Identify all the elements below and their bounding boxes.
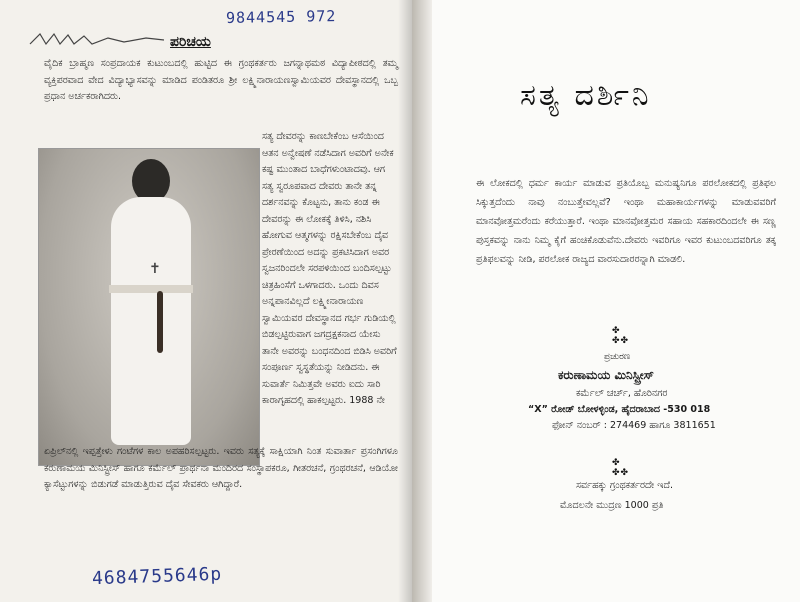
- portrait-photo: [38, 148, 260, 466]
- address-line-2: “X” ರೋಡ್ ಬೋಳಳ್ಳಿಂಡ, ಹೈದರಾಬಾದ -530 018: [528, 404, 711, 415]
- book-title: ಸತ್ಯ ದರ್ಶಿನಿ: [520, 78, 652, 113]
- publisher-name: ಕರುಣಾಮಯ ಮಿನಿಸ್ಟ್ರೀಸ್: [558, 368, 654, 382]
- phone-line: ಫೋನ್ ನಂಬರ್ : 274469 ಹಾಗೂ 3811651: [552, 420, 716, 431]
- book-gutter: [412, 0, 432, 602]
- publisher-label: ಪ್ರಚುರಣ: [604, 352, 631, 362]
- asterisk-ornament-icon: ✤ ✤✤: [612, 326, 630, 346]
- cross-icon: ✝: [149, 261, 161, 277]
- side-paragraph: ಸತ್ಯ ದೇವರನ್ನು ಕಾಣಬೇಕೆಂಬ ಆಸೆಯಿಂದ ಆತನ ಅನ್ವೇಷಣೆ ನಡೆಸಿದಾಗ ಅವರಿಗೆ ಅನೇಕ ಕಷ್ಟ ಮುಂತಾದ ಬಾಧೆಗಳುಂಟಾದವು. ಆಗ ಸತ್ಯ ಸ್ವರೂಪವಾದ ದೇವರು ತಾನೇ ತನ್ನ ದರ್ಶನವನ್ನು ಕೊಟ್ಟನು, ತಾನು ಕಂಡ ಈ ದೇವರನ್ನು ಈ ಲೋಕಕ್ಕೆ ತಿಳಿಸಿ, ನಶಿಸಿ ಹೋಗುವ ಆತ್ಮಗಳನ್ನು ರಕ್ಷಿಸಬೇಕೆಂಬ ದೈವ ಪ್ರೇರಣೆಯಿಂದ ಅದನ್ನು ಪ್ರಕಟಿಸಿದಾಗ ಅವರ ಸ್ವಜನರಿಂದಲೇ ಸರಪಳಿಯಿಂದ ಬಂದಿಸಲ್ಪಟ್ಟು ಚಿತ್ರಹಿಂಸೆಗೆ ಒಳಗಾದರು. ಒಂದು ದಿವಸ ಅನ್ನಪಾನವಿಲ್ಲದೆ ಲಕ್ಷ್ಮೀನಾರಾಯಣ ಸ್ವಾಮಿಯವರ ದೇವಸ್ಥಾನದ ಗರ್ಭ ಗುಡಿಯಲ್ಲಿ ಬಿಡಲ್ಪಟ್ಟಿರುವಾಗ ಜಗದ್ರಕ್ಷಕನಾದ ಯೇಸು ತಾನೇ ಅವರನ್ನು ಬಂಧನದಿಂದ ಬಿಡಿಸಿ ಅವರಿಗೆ ಸಂಪೂರ್ಣ ಸ್ವಸ್ಥತೆಯನ್ನು ನೀಡಿದನು. ಈ ಸುವಾರ್ತೆ ನಿಮಿತ್ತವೇ ಅವರು ಐದು ಸಾರಿ ಕಾರಾಗೃಹದಲ್ಲಿ ಹಾಕಲ್ಪಟ್ಟರು. 1988 ನೇ: [262, 131, 397, 406]
- handwritten-number-bottom: 4684755646p: [91, 563, 223, 590]
- portrait-belt: [109, 285, 193, 293]
- portrait-robe: [111, 197, 191, 445]
- edition-notice: ಮೊದಲನೇ ಮುದ್ರಣ 1000 ಪ್ರತಿ: [560, 500, 664, 511]
- rights-notice: ಸರ್ವಹಕ್ಕು ಗ್ರಂಥಕರ್ತರದೇ ಇದೆ.: [576, 480, 673, 491]
- intro-paragraph: ವೈದಿಕ ಬ್ರಾಹ್ಮಣ ಸಂಪ್ರದಾಯಕ ಕುಟುಂಬದಲ್ಲಿ ಹುಟ್ಟಿದ ಈ ಗ್ರಂಥಕರ್ತರು ಜಗನ್ನಾಥಮಠ ವಿದ್ಯಾಪೀಠದಲ್ಲಿ ತಮ್ಮ ವ್ಯಕ್ತಿಪರವಾದ ವೇದ ವಿದ್ಯಾಭ್ಯಾಸವನ್ನು ಮಾಡಿದ ಪಂಡಿತರೂ ಶ್ರೀ ಲಕ್ಷ್ಮಿನಾರಾಯಣಸ್ವಾಮಿಯವರ ದೇವಸ್ಥಾನದಲ್ಲಿ ಒಬ್ಬ ಪ್ರಧಾನ ಅರ್ಚಕರಾಗಿದರು.: [44, 58, 398, 102]
- rosary-icon: [157, 291, 163, 353]
- page-heading: ಪರಿಚಯ: [170, 34, 211, 50]
- scribble-mark: [28, 30, 168, 50]
- handwritten-number-top: 9844545 972: [225, 7, 337, 27]
- address-line-1: ಕರ್ಮೆಲ್ ಚರ್ಚ್, ಹೊರಿನಗರ: [576, 388, 668, 399]
- closing-paragraph: ಏಪ್ರಿಲ್‌ನಲ್ಲಿ ಇಪ್ಪತ್ತೇಳು ಗಂಟೆಗಳ ಕಾಲ ಅಪಹರಿಸಲ್ಪಟ್ಟರು. ಇವರು ಸತ್ಯಕ್ಕೆ ಸಾಕ್ಷಿಯಾಗಿ ನಿಂತ ಸುವಾರ್ತಾ ಪ್ರಸಂಗಿಗಳೂ ಕರುಣಾಮಯ ಮಿನಿಸ್ಟ್ರೀಸ್ ಹಾಗೂ ಕರ್ಮೆಲ್ ಪ್ರಾರ್ಥನಾ ಮಂದಿರದ ಸಂಸ್ಥಾಪಕರೂ, ಗೀತರಚನೆ, ಗ್ರಂಥರಚನೆ, ಆಡಿಯೋ ಕ್ಯಾಸೆಟ್ಟುಗಳನ್ನು ಬಿಡುಗಡೆ ಮಾಡುತ್ತಿರುವ ದೈವ ಸೇವಕರು ಆಗಿದ್ದಾರೆ.: [44, 446, 398, 490]
- dedication-paragraph: ಈ ಲೋಕದಲ್ಲಿ ಧರ್ಮ ಕಾರ್ಯ ಮಾಡುವ ಪ್ರತಿಯೊಬ್ಬ ಮನುಷ್ಯನಿಗೂ ಪರಲೋಕದಲ್ಲಿ ಪ್ರತಿಫಲ ಸಿಕ್ಕುತ್ತದೆಂದು ನಾವು ನಂಬುತ್ತೇವಲ್ಲವೆ? ಇಂಥಾ ಮಹಾಕಾರ್ಯಗಳನ್ನು ಮಾಡುವವರಿಗೆ ಮಾನವೋತ್ತಮರೆಂದು ಕರೆಯುತ್ತಾರೆ. ಇಂಥಾ ಮಾನವೋತ್ತಮರ ಸಹಾಯ ಸಹಕಾರದಿಂದಲೇ ಈ ಸಣ್ಣ ಪುಸ್ತಕವನ್ನು ನಾನು ನಿಮ್ಮ ಕೈಗೆ ಹಂಚಿಕೊಡುವೆನು.ದೇವರು ಇವರಿಗೂ ಇವರ ಕುಟುಂಬದವರಿಗೂ ತಕ್ಕ ಪ್ರತಿಫಲವನ್ನು ನೀಡಿ, ಪರಲೋಕ ರಾಜ್ಯದ ವಾರಸುದಾರರನ್ನಾಗಿ ಮಾಡಲಿ.: [476, 178, 776, 265]
- asterisk-ornament-icon-2: ✤ ✤✤: [612, 458, 630, 478]
